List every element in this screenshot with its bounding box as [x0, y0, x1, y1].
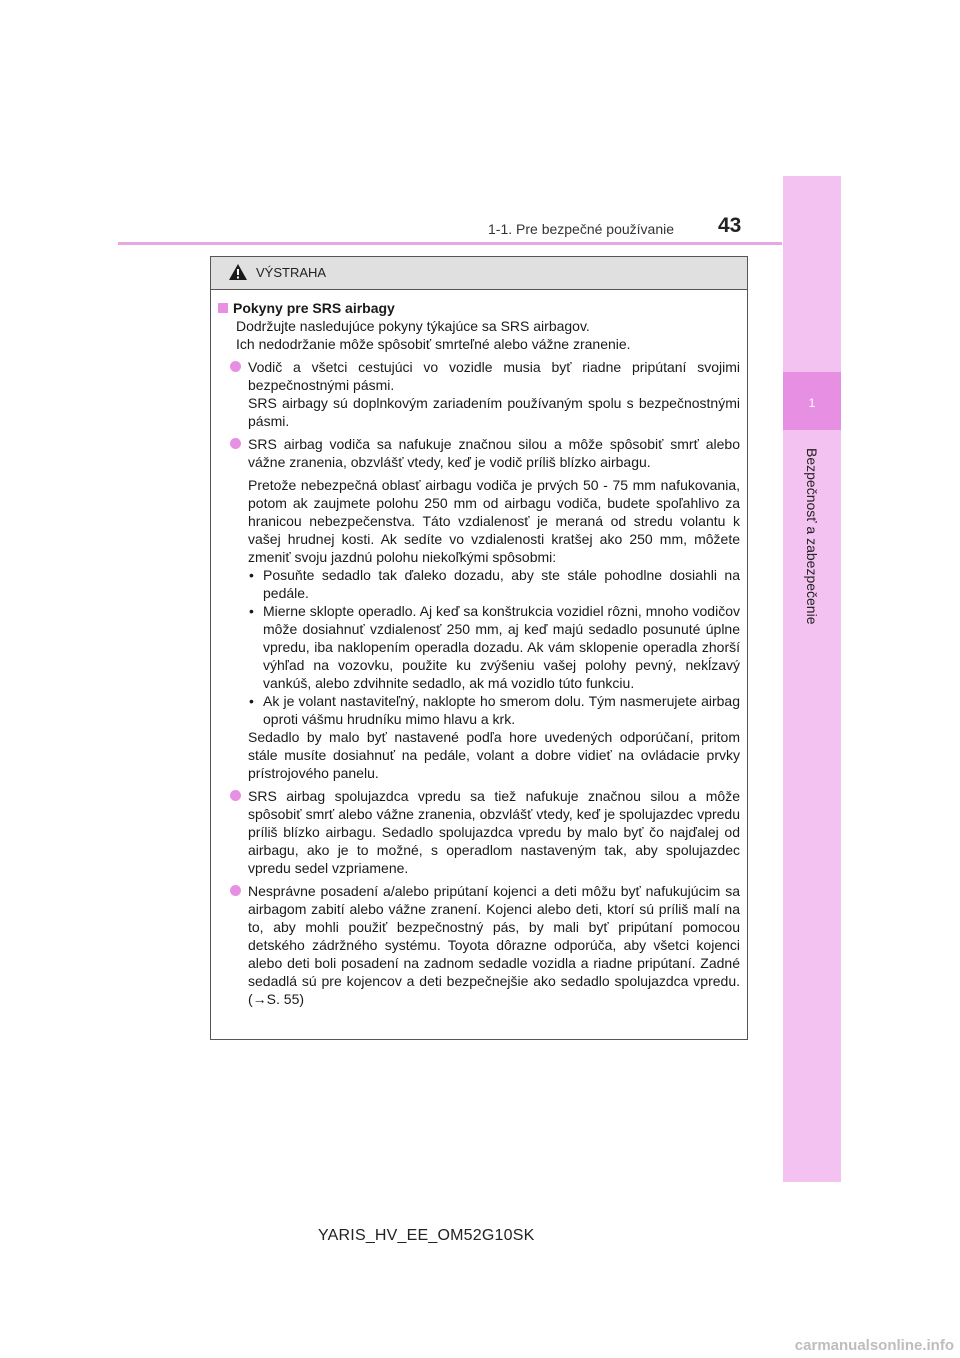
sub-list-item [249, 692, 740, 728]
sub-bullet-mark: • [249, 567, 254, 583]
warning-triangle-icon [228, 263, 248, 281]
bullet-item [248, 787, 740, 877]
bullet-item [248, 882, 740, 1008]
warning-header [211, 257, 747, 290]
section-heading [218, 299, 740, 317]
bullet-text: Nesprávne posadení a/alebo pripútaní kojenci a deti môžu byť nafukujúcim sa airbagom zabití alebo vážne zranení. Kojenci alebo deti, ktorí sú príliš malí na to, aby mohli použiť bezpečnostný pás, by mali byť pripútaní pomocou detského zádržného systému. Toyota dôrazne odporúča, aby všetci kojenci alebo deti boli posadení na zadnom sedadle vozidla a riadne pripútaní. Zadné sedadlá sú pre kojencov a deti bezpečnejšie ako sedadlo spolujazdca vpredu. (→S. 55) [248, 883, 740, 1007]
bullet-text: SRS airbagy sú doplnkovým zariadením používaným spolu s bezpečnostnými pásmi. [248, 395, 740, 429]
paragraph: Sedadlo by malo byť nastavené podľa hore uvedených odporúčaní, pritom stále musíte dosiahnuť na pedále, volant a dobre vidieť na ovládacie prvky prístrojového panelu. [248, 729, 740, 781]
sub-bullet-mark: • [249, 603, 254, 619]
bullet-text: Vodič a všetci cestujúci vo vozidle musia byť riadne pripútaní svojimi bezpečnostnými pásmi. [248, 359, 740, 393]
sub-list-item [249, 602, 740, 692]
header-title: 1-1. Pre bezpečné používanie [488, 221, 675, 237]
sub-item-text: Ak je volant nastaviteľný, naklopte ho smerom dolu. Tým nasmerujete airbag oproti vášmu hrudníku mimo hlavu a krk. [263, 693, 740, 727]
circle-bullet-icon [230, 885, 241, 896]
warning-box [210, 256, 748, 1040]
bullet-item [248, 435, 740, 471]
warning-body [211, 290, 747, 1008]
section-title: Pokyny pre SRS airbagy [233, 300, 395, 316]
circle-bullet-icon [230, 790, 241, 801]
warning-title: VÝSTRAHA [256, 265, 327, 280]
header-rule [118, 242, 782, 245]
page-number: 43 [718, 214, 742, 237]
square-bullet-icon [218, 303, 228, 313]
intro-line: Ich nedodržanie môže spôsobiť smrteľné alebo vážne zranenie. [236, 336, 631, 352]
circle-bullet-icon [230, 438, 241, 449]
circle-bullet-icon [230, 361, 241, 372]
bullet-item [248, 358, 740, 430]
side-chapter-tab [783, 176, 841, 1182]
sub-list-item [249, 566, 740, 602]
sub-bullet-mark: • [249, 693, 254, 709]
document-code: YARIS_HV_EE_OM52G10SK [318, 1227, 535, 1244]
intro-line: Dodržujte nasledujúce pokyny týkajúce sa SRS airbagov. [236, 318, 590, 334]
chapter-number-tab[interactable] [783, 372, 841, 430]
watermark: carmanualsonline.info [794, 1337, 954, 1354]
sub-item-text: Mierne sklopte operadlo. Aj keď sa konštrukcia vozidiel rôzni, mnoho vodičov môže dosiahnuť vzdialenosť 250 mm, aj keď majú sedadlo posunuté úplne vpredu, iba naklopením operadla dozadu. Ak vám sklopenie operadla zhorší výhľad na vozovku, použite ku zvýšeniu vašej polohy pevný, nekĺzavý vankúš, alebo zdvihnite sedadlo, ak má vozidlo túto funkciu. [263, 603, 740, 691]
bullet-text: SRS airbag spolujazdca vpredu sa tiež nafukuje značnou silou a môže spôsobiť smrť alebo vážne zranenia, obzvlášť vtedy, keď je spolujazdec vpredu príliš blízko airbagu. Sedadlo spolujazdca vpredu by malo byť čo najďalej od airbagu, ako je to možné, s operadlom nastaveným tak, aby spolujazdec vpredu sedel vzpriamene. [248, 788, 740, 876]
chapter-number: 1 [808, 396, 816, 410]
sub-item-text: Posuňte sedadlo tak ďaleko dozadu, aby ste stále pohodlne dosiahli na pedále. [263, 567, 740, 601]
chapter-label: Bezpečnosť a zabezpečenie [804, 448, 820, 625]
bullet-text: SRS airbag vodiča sa nafukuje značnou silou a môže spôsobiť smrť alebo vážne zranenia, obzvlášť vtedy, keď je vodič príliš blízko airbagu. [248, 436, 740, 470]
paragraph: Pretože nebezpečná oblasť airbagu vodiča je prvých 50 - 75 mm nafukovania, potom ak zaujmete polohu 250 mm od airbagu vodiča, budete spoľahlivo za hranicou nebezpečenstva. Táto vzdialenosť je meraná od stredu volantu k vašej hrudnej kosti. Ak sedíte vo vzdialenosti kratšej ako 250 mm, môžete zmeniť svoju jazdnú polohu niekoľkými spôsobmi: [248, 477, 740, 565]
